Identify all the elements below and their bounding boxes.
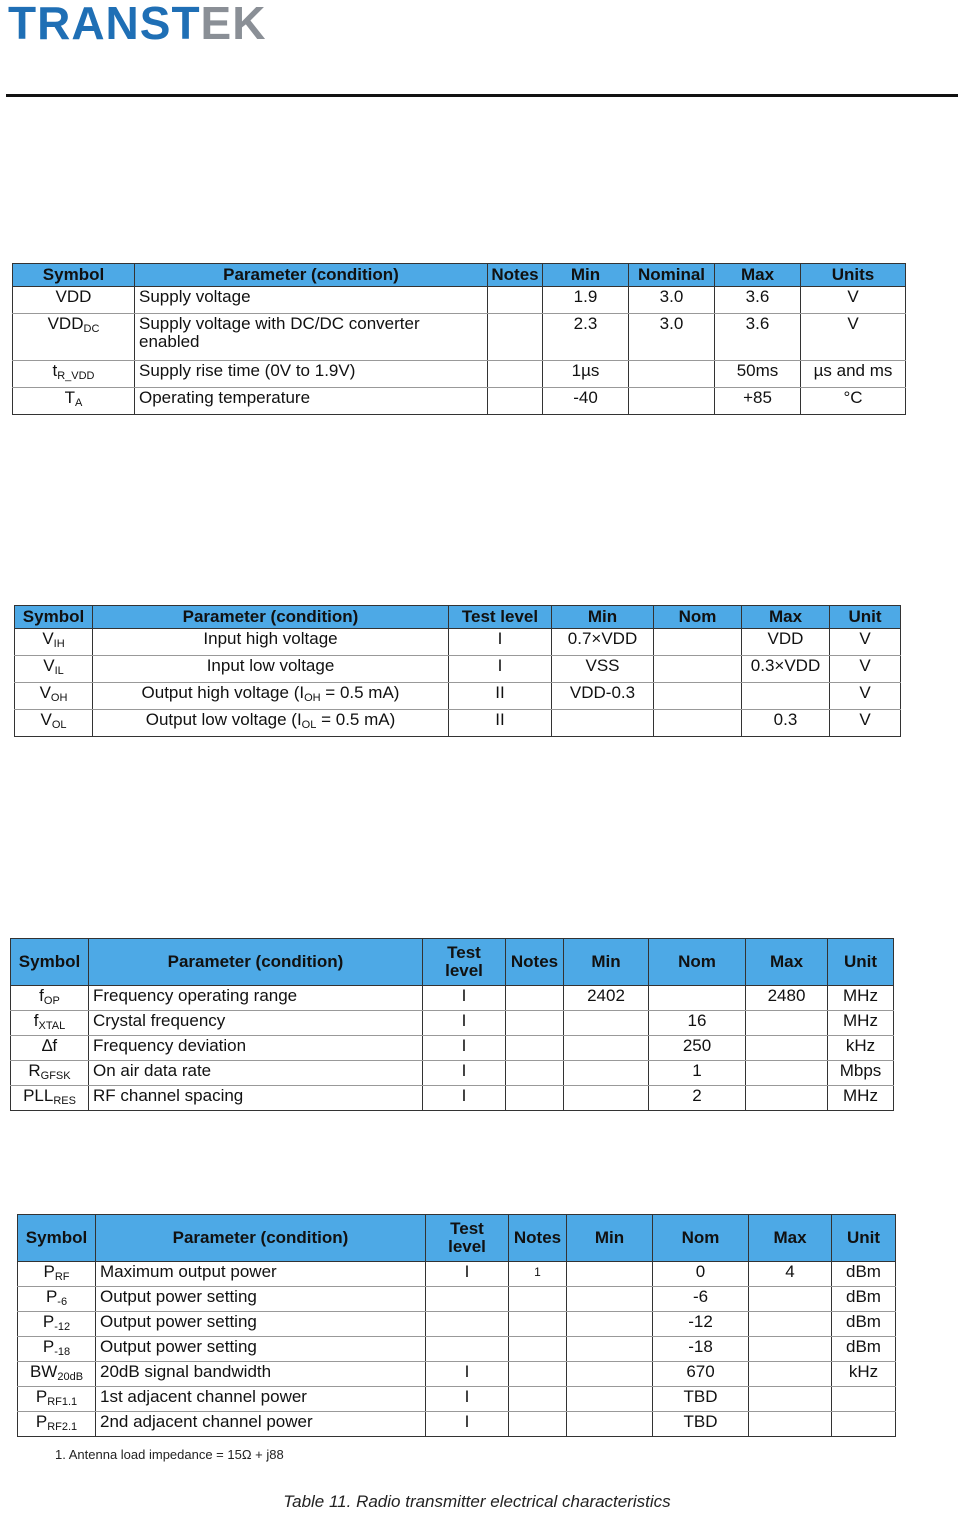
col-header: Symbol (11, 939, 89, 986)
max-cell (749, 1312, 832, 1337)
unit-cell (832, 1412, 896, 1437)
max-cell (749, 1287, 832, 1312)
min-cell: -40 (543, 388, 629, 415)
table-row (18, 1387, 896, 1412)
min-cell: 1.9 (543, 287, 629, 314)
unit-cell: Mbps (828, 1061, 894, 1086)
nom-cell (654, 710, 742, 737)
unit-cell: V (830, 710, 901, 737)
test-level-cell: I (423, 1011, 506, 1036)
table-row (13, 314, 906, 361)
parameter-cell: Output power setting (96, 1337, 426, 1362)
table-row (11, 1036, 894, 1061)
unit-cell: MHz (828, 986, 894, 1011)
nom-cell: 0 (653, 1262, 749, 1287)
radio-transmitter-table (17, 1214, 896, 1437)
parameter-cell: Output power setting (96, 1312, 426, 1337)
max-cell: 0.3×VDD (742, 656, 830, 683)
table-row (18, 1287, 896, 1312)
max-cell: 2480 (746, 986, 828, 1011)
max-cell: 3.6 (715, 287, 801, 314)
max-cell: 50ms (715, 361, 801, 388)
nom-cell: 250 (649, 1036, 746, 1061)
test-level-cell (426, 1337, 509, 1362)
col-header: Unit (830, 606, 901, 629)
parameter-cell: Frequency operating range (89, 986, 423, 1011)
footnote: 1. Antenna load impedance = 15Ω + j88 (55, 1447, 284, 1462)
col-header: Symbol (13, 264, 135, 287)
min-cell (567, 1412, 653, 1437)
unit-cell: dBm (832, 1337, 896, 1362)
symbol-cell: $PLL_{RES}$ (11, 1086, 89, 1111)
max-cell (746, 1086, 828, 1111)
parameter-cell: Input low voltage (93, 656, 449, 683)
parameter-cell: On air data rate (89, 1061, 423, 1086)
notes-cell (488, 361, 543, 388)
symbol-cell: $V_{IH}$ (15, 629, 93, 656)
test-level-cell: I (423, 986, 506, 1011)
symbol-cell: VDD (13, 287, 135, 314)
unit-cell: V (830, 683, 901, 710)
parameter-cell: 20dB signal bandwidth (96, 1362, 426, 1387)
radio-general-table (10, 938, 894, 1111)
nom-cell: -18 (653, 1337, 749, 1362)
table-row (15, 656, 901, 683)
col-header: Units (801, 264, 906, 287)
table-row (15, 710, 901, 737)
nom-cell: TBD (653, 1412, 749, 1437)
symbol-cell: $t_{R\_VDD}$ (13, 361, 135, 388)
parameter-cell: Frequency deviation (89, 1036, 423, 1061)
parameter-cell: Operating temperature (135, 388, 488, 415)
col-header: Unit (832, 1215, 896, 1262)
col-header: Test level (426, 1215, 509, 1262)
notes-cell: 1 (509, 1262, 567, 1287)
table-row (18, 1362, 896, 1387)
max-cell (742, 683, 830, 710)
min-cell: VSS (552, 656, 654, 683)
col-header: Min (552, 606, 654, 629)
header-rule (6, 94, 958, 97)
parameter-cell: Maximum output power (96, 1262, 426, 1287)
nom-cell (654, 683, 742, 710)
table-row (11, 1011, 894, 1036)
parameter-cell: Output high voltage ($I_{OH} = 0.5$ mA) (93, 683, 449, 710)
unit-cell: dBm (832, 1312, 896, 1337)
symbol-cell: $R_{GFSK}$ (11, 1061, 89, 1086)
table-row (11, 1086, 894, 1111)
symbol-cell: $V_{OL}$ (15, 710, 93, 737)
col-header: Max (746, 939, 828, 986)
col-header: Max (749, 1215, 832, 1262)
symbol-cell: $V_{OH}$ (15, 683, 93, 710)
unit-cell: dBm (832, 1287, 896, 1312)
parameter-cell: Supply voltage (135, 287, 488, 314)
nom-cell: 2 (649, 1086, 746, 1111)
symbol-cell: $P_{-6}$ (18, 1287, 96, 1312)
max-cell: 4 (749, 1262, 832, 1287)
symbol-cell: $BW_{20dB}$ (18, 1362, 96, 1387)
nom-cell (654, 629, 742, 656)
nom-cell: -6 (653, 1287, 749, 1312)
min-cell (552, 710, 654, 737)
max-cell: 0.3 (742, 710, 830, 737)
symbol-cell: $VDD_{DC}$ (13, 314, 135, 361)
parameter-cell: Output low voltage ($I_{OL} = 0.5$ mA) (93, 710, 449, 737)
table-row (18, 1337, 896, 1362)
notes-cell (506, 986, 564, 1011)
min-cell (564, 1036, 649, 1061)
table-caption: Table 11. Radio transmitter electrical characteristics (283, 1492, 671, 1511)
table-row (11, 1061, 894, 1086)
symbol-cell: $P_{RF}$ (18, 1262, 96, 1287)
unit-cell: µs and ms (801, 361, 906, 388)
notes-cell (509, 1337, 567, 1362)
symbol-cell: $f_{XTAL}$ (11, 1011, 89, 1036)
min-cell (564, 1086, 649, 1111)
min-cell (567, 1362, 653, 1387)
col-header: Nom (649, 939, 746, 986)
col-header: Symbol (15, 606, 93, 629)
col-header: Min (543, 264, 629, 287)
test-level-cell: I (423, 1086, 506, 1111)
transtek-logo: TRANSTEK (8, 0, 267, 49)
table-row (15, 683, 901, 710)
nominal-cell (629, 361, 715, 388)
col-header: Nom (654, 606, 742, 629)
col-header: Unit (828, 939, 894, 986)
table-row (11, 986, 894, 1011)
notes-cell (509, 1387, 567, 1412)
nom-cell: 670 (653, 1362, 749, 1387)
min-cell (567, 1287, 653, 1312)
parameter-cell: Supply rise time (0V to 1.9V) (135, 361, 488, 388)
symbol-cell: $P_{RF2.1}$ (18, 1412, 96, 1437)
col-header: Min (564, 939, 649, 986)
table-header-row (11, 939, 894, 986)
test-level-cell (426, 1287, 509, 1312)
col-header: Symbol (18, 1215, 96, 1262)
max-cell (749, 1412, 832, 1437)
test-level-cell: II (449, 710, 552, 737)
notes-cell (488, 388, 543, 415)
table-row (18, 1262, 896, 1287)
nom-cell (649, 986, 746, 1011)
min-cell (564, 1011, 649, 1036)
min-cell (567, 1312, 653, 1337)
col-header: Notes (509, 1215, 567, 1262)
nom-cell: 16 (649, 1011, 746, 1036)
digital-io-table (14, 605, 901, 737)
unit-cell: V (830, 629, 901, 656)
parameter-cell: Crystal frequency (89, 1011, 423, 1036)
max-cell: +85 (715, 388, 801, 415)
max-cell: VDD (742, 629, 830, 656)
parameter-cell: Output power setting (96, 1287, 426, 1312)
test-level-cell: I (449, 629, 552, 656)
test-level-cell (426, 1312, 509, 1337)
notes-cell (506, 1086, 564, 1111)
table-row (13, 287, 906, 314)
col-header: Min (567, 1215, 653, 1262)
max-cell: 3.6 (715, 314, 801, 361)
min-cell: 2402 (564, 986, 649, 1011)
notes-cell (506, 1036, 564, 1061)
parameter-cell: 2nd adjacent channel power (96, 1412, 426, 1437)
max-cell (749, 1362, 832, 1387)
table-row (18, 1312, 896, 1337)
col-header: Notes (506, 939, 564, 986)
col-header: Parameter (condition) (96, 1215, 426, 1262)
max-cell (746, 1036, 828, 1061)
notes-cell (488, 314, 543, 361)
col-header: Max (742, 606, 830, 629)
symbol-cell: $P_{-18}$ (18, 1337, 96, 1362)
max-cell (746, 1011, 828, 1036)
nom-cell (654, 656, 742, 683)
notes-cell (509, 1362, 567, 1387)
parameter-cell: RF channel spacing (89, 1086, 423, 1111)
symbol-cell: $f_{OP}$ (11, 986, 89, 1011)
table-header-row (15, 606, 901, 629)
unit-cell: V (801, 314, 906, 361)
min-cell (567, 1387, 653, 1412)
min-cell: 1µs (543, 361, 629, 388)
col-header: Nominal (629, 264, 715, 287)
col-header: Test level (449, 606, 552, 629)
unit-cell: kHz (828, 1036, 894, 1061)
unit-cell: kHz (832, 1362, 896, 1387)
col-header: Notes (488, 264, 543, 287)
table-row (13, 388, 906, 415)
table-header-row (13, 264, 906, 287)
test-level-cell: I (426, 1262, 509, 1287)
col-header: Parameter (condition) (93, 606, 449, 629)
table-row (13, 361, 906, 388)
unit-cell: dBm (832, 1262, 896, 1287)
notes-cell (509, 1412, 567, 1437)
table-header-row (18, 1215, 896, 1262)
unit-cell (832, 1387, 896, 1412)
notes-cell (509, 1312, 567, 1337)
min-cell (567, 1337, 653, 1362)
max-cell (749, 1337, 832, 1362)
symbol-cell: $P_{RF1.1}$ (18, 1387, 96, 1412)
unit-cell: V (801, 287, 906, 314)
nominal-cell: 3.0 (629, 314, 715, 361)
test-level-cell: I (449, 656, 552, 683)
symbol-cell: ∆f (11, 1036, 89, 1061)
symbol-cell: $V_{IL}$ (15, 656, 93, 683)
table-row (18, 1412, 896, 1437)
min-cell: 0.7×VDD (552, 629, 654, 656)
notes-cell (488, 287, 543, 314)
col-header: Max (715, 264, 801, 287)
nom-cell: 1 (649, 1061, 746, 1086)
max-cell (746, 1061, 828, 1086)
min-cell: 2.3 (543, 314, 629, 361)
symbol-cell: $T_A$ (13, 388, 135, 415)
col-header: Parameter (condition) (135, 264, 488, 287)
test-level-cell: I (426, 1412, 509, 1437)
parameter-cell: Input high voltage (93, 629, 449, 656)
max-cell (749, 1387, 832, 1412)
test-level-cell: I (423, 1061, 506, 1086)
col-header: Nom (653, 1215, 749, 1262)
col-header: Parameter (condition) (89, 939, 423, 986)
nominal-cell: 3.0 (629, 287, 715, 314)
notes-cell (506, 1061, 564, 1086)
unit-cell: V (830, 656, 901, 683)
supply-table (12, 263, 906, 415)
nominal-cell (629, 388, 715, 415)
symbol-cell: $P_{-12}$ (18, 1312, 96, 1337)
test-level-cell: I (426, 1387, 509, 1412)
unit-cell: °C (801, 388, 906, 415)
notes-cell (509, 1287, 567, 1312)
nom-cell: TBD (653, 1387, 749, 1412)
test-level-cell: II (449, 683, 552, 710)
test-level-cell: I (426, 1362, 509, 1387)
min-cell: VDD-0.3 (552, 683, 654, 710)
parameter-cell: Supply voltage with DC/DC converter enabled (135, 314, 488, 361)
notes-cell (506, 1011, 564, 1036)
min-cell (564, 1061, 649, 1086)
table-row (15, 629, 901, 656)
unit-cell: MHz (828, 1011, 894, 1036)
unit-cell: MHz (828, 1086, 894, 1111)
parameter-cell: 1st adjacent channel power (96, 1387, 426, 1412)
min-cell (567, 1262, 653, 1287)
nom-cell: -12 (653, 1312, 749, 1337)
col-header: Test level (423, 939, 506, 986)
test-level-cell: I (423, 1036, 506, 1061)
